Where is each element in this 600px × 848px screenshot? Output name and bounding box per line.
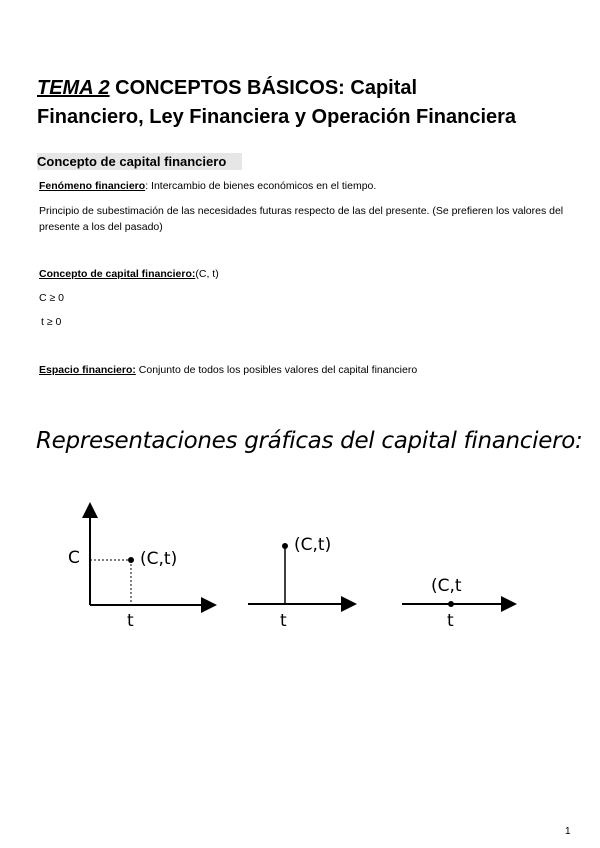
fenomeno-text: : Intercambio de bienes económicos en el tiempo. bbox=[145, 180, 377, 192]
graph-1 bbox=[68, 504, 215, 631]
espacio-label: Espacio financiero: bbox=[39, 364, 136, 376]
concepto-line bbox=[39, 266, 219, 282]
espacio-text: Conjunto de todos los posibles valores del capital financiero bbox=[135, 364, 418, 376]
condition-t: t ≥ 0 bbox=[41, 316, 62, 328]
graph2-point-label: (C,t) bbox=[294, 535, 332, 555]
graph-2 bbox=[248, 535, 355, 631]
concepto-label: Concepto de capital financiero: bbox=[39, 268, 196, 280]
page-title bbox=[37, 74, 582, 132]
graph2-point bbox=[282, 543, 288, 549]
principio-paragraph: Principio de subestimación de las necesidades futuras respecto de las del presente. (Se prefieren los valores del presente a los del pasado) bbox=[39, 205, 564, 233]
condition-c: C ≥ 0 bbox=[39, 292, 65, 304]
graph1-point bbox=[128, 557, 134, 563]
title-line2: Financiero, Ley Financiera y Operación Financiera bbox=[37, 106, 517, 128]
graph2-x-label: t bbox=[280, 611, 287, 631]
graph-3 bbox=[402, 576, 515, 631]
graph3-point-label: (C,t bbox=[431, 576, 462, 596]
page-number: 1 bbox=[565, 826, 571, 837]
graph1-x-label: t bbox=[127, 611, 134, 631]
espacio-line bbox=[39, 362, 417, 378]
fenomeno-line bbox=[39, 178, 376, 194]
capital-graphs bbox=[0, 490, 600, 640]
fenomeno-label: Fenómeno financiero bbox=[39, 180, 146, 192]
title-tema: TEMA 2 bbox=[37, 77, 110, 99]
concepto-text: (C, t) bbox=[195, 268, 219, 280]
graph1-y-label: C bbox=[68, 548, 80, 568]
title-rest: CONCEPTOS BÁSICOS: Capital bbox=[109, 77, 418, 99]
graph3-x-label: t bbox=[447, 611, 454, 631]
graph1-point-label: (C,t) bbox=[140, 549, 178, 569]
section-heading: Concepto de capital financiero bbox=[37, 153, 242, 170]
graphs-title: Representaciones gráficas del capital financiero: bbox=[36, 428, 583, 454]
graph3-point bbox=[448, 601, 454, 607]
